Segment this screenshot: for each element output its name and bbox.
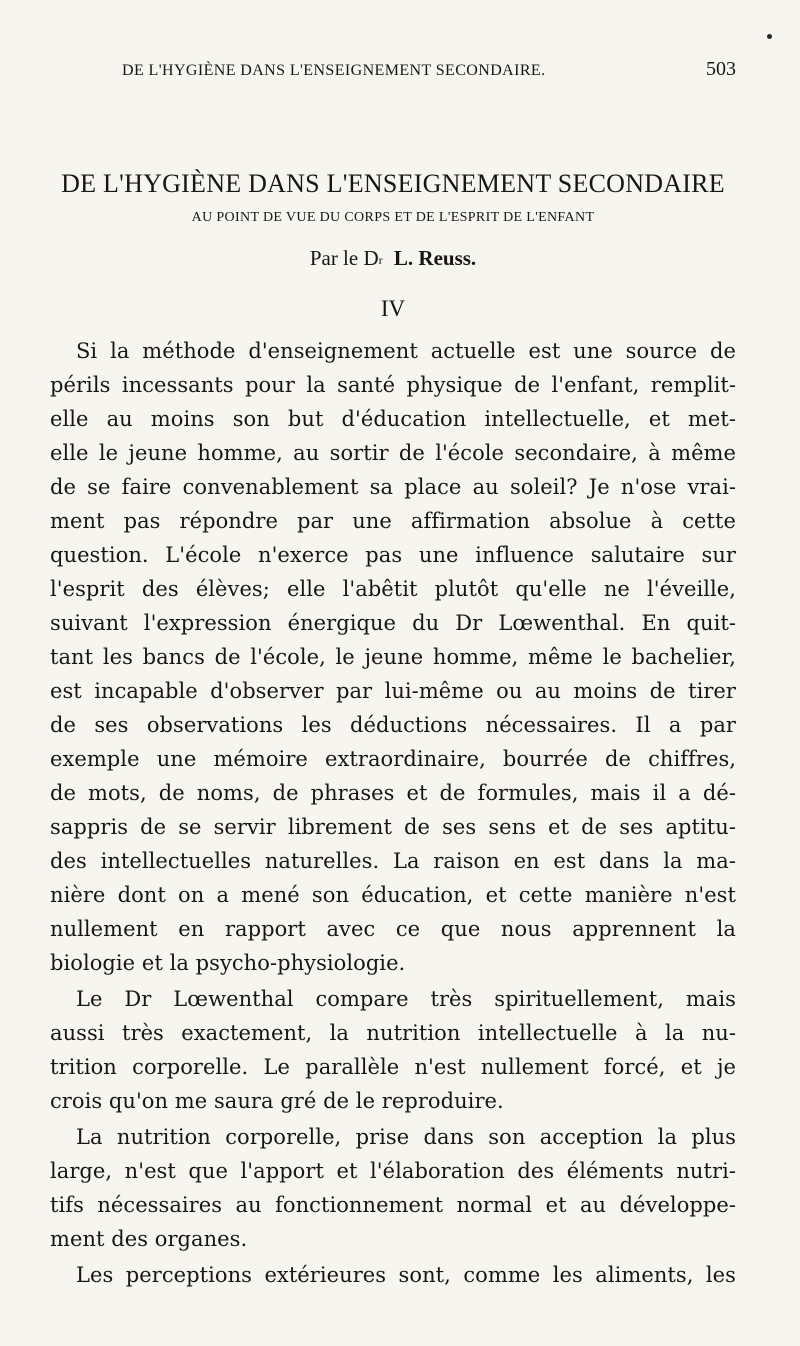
text-line: biologie et la psycho-physiologie. <box>50 951 406 975</box>
author-prefix-text: Par le D <box>309 246 379 270</box>
paragraph-1 <box>50 334 736 980</box>
text-line: aussi très exactement, la nutrition intellectuelle à la nu- <box>50 1021 736 1045</box>
text-line: est incapable d'observer par lui-même ou au moins de tirer <box>50 679 736 703</box>
page-speck <box>767 34 772 39</box>
text-line: question. L'école n'exerce pas une influence salutaire sur <box>50 543 736 567</box>
author-name: L. Reuss. <box>393 246 477 270</box>
text-line: large, n'est que l'apport et l'élaboration des éléments nutri- <box>50 1159 736 1183</box>
paragraph-4 <box>50 1258 736 1292</box>
author-superscript: r <box>378 253 383 267</box>
paragraph-2 <box>50 982 736 1118</box>
article-subtitle: AU POINT DE VUE DU CORPS ET DE L'ESPRIT DE L'ENFANT <box>191 210 595 225</box>
paragraph-3 <box>50 1120 736 1256</box>
text-line: Le Dr Lœwenthal compare très spirituellement, mais <box>76 987 736 1011</box>
text-line: Si la méthode d'enseignement actuelle est une source de <box>76 339 736 363</box>
text-line: sappris de se servir librement de ses sens et de ses aptitu- <box>50 815 736 839</box>
article-title: DE L'HYGIÈNE DANS L'ENSEIGNEMENT SECONDAIRE <box>61 169 725 198</box>
section-number: IV <box>380 296 406 321</box>
text-line: périls incessants pour la santé physique de l'enfant, remplit- <box>50 373 736 397</box>
text-line: l'esprit des élèves; elle l'abêtit plutôt qu'elle ne l'éveille, <box>50 577 736 601</box>
text-line: tifs nécessaires au fonctionnement normal et au développe- <box>50 1193 736 1217</box>
article-body <box>50 334 736 1292</box>
text-line: des intellectuelles naturelles. La raison en est dans la ma- <box>50 849 736 873</box>
text-line: trition corporelle. Le parallèle n'est nullement forcé, et je <box>50 1055 736 1079</box>
text-line: ment des organes. <box>50 1227 248 1251</box>
text-line: exemple une mémoire extraordinaire, bourrée de chiffres, <box>50 747 736 771</box>
text-line: elle au moins son but d'éducation intellectuelle, et met- <box>50 407 736 431</box>
text-line: de se faire convenablement sa place au soleil? Je n'ose vrai- <box>50 475 736 499</box>
author-prefix <box>310 246 383 270</box>
running-header <box>122 58 736 86</box>
text-line: tant les bancs de l'école, le jeune homme, même le bachelier, <box>50 645 736 669</box>
text-line: ment pas répondre par une affirmation absolue à cette <box>50 509 736 533</box>
text-line: Les perceptions extérieures sont, comme les aliments, les <box>76 1263 736 1287</box>
text-line: elle le jeune homme, au sortir de l'école secondaire, à même <box>50 441 736 465</box>
text-line: de ses observations les déductions nécessaires. Il a par <box>50 713 736 737</box>
text-line: nière dont on a mené son éducation, et cette manière n'est <box>50 883 736 907</box>
page-number: 503 <box>706 58 736 80</box>
article-author <box>50 244 736 272</box>
running-title: DE L'HYGIÈNE DANS L'ENSEIGNEMENT SECONDAIRE. <box>122 62 546 79</box>
text-line: nullement en rapport avec ce que nous apprennent la <box>50 917 736 941</box>
text-line: crois qu'on me saura gré de le reproduire. <box>50 1089 504 1113</box>
text-line: suivant l'expression énergique du Dr Lœwenthal. En quit- <box>50 611 736 635</box>
text-line: de mots, de noms, de phrases et de formules, mais il a dé- <box>50 781 736 805</box>
text-line: La nutrition corporelle, prise dans son acception la plus <box>76 1125 736 1149</box>
